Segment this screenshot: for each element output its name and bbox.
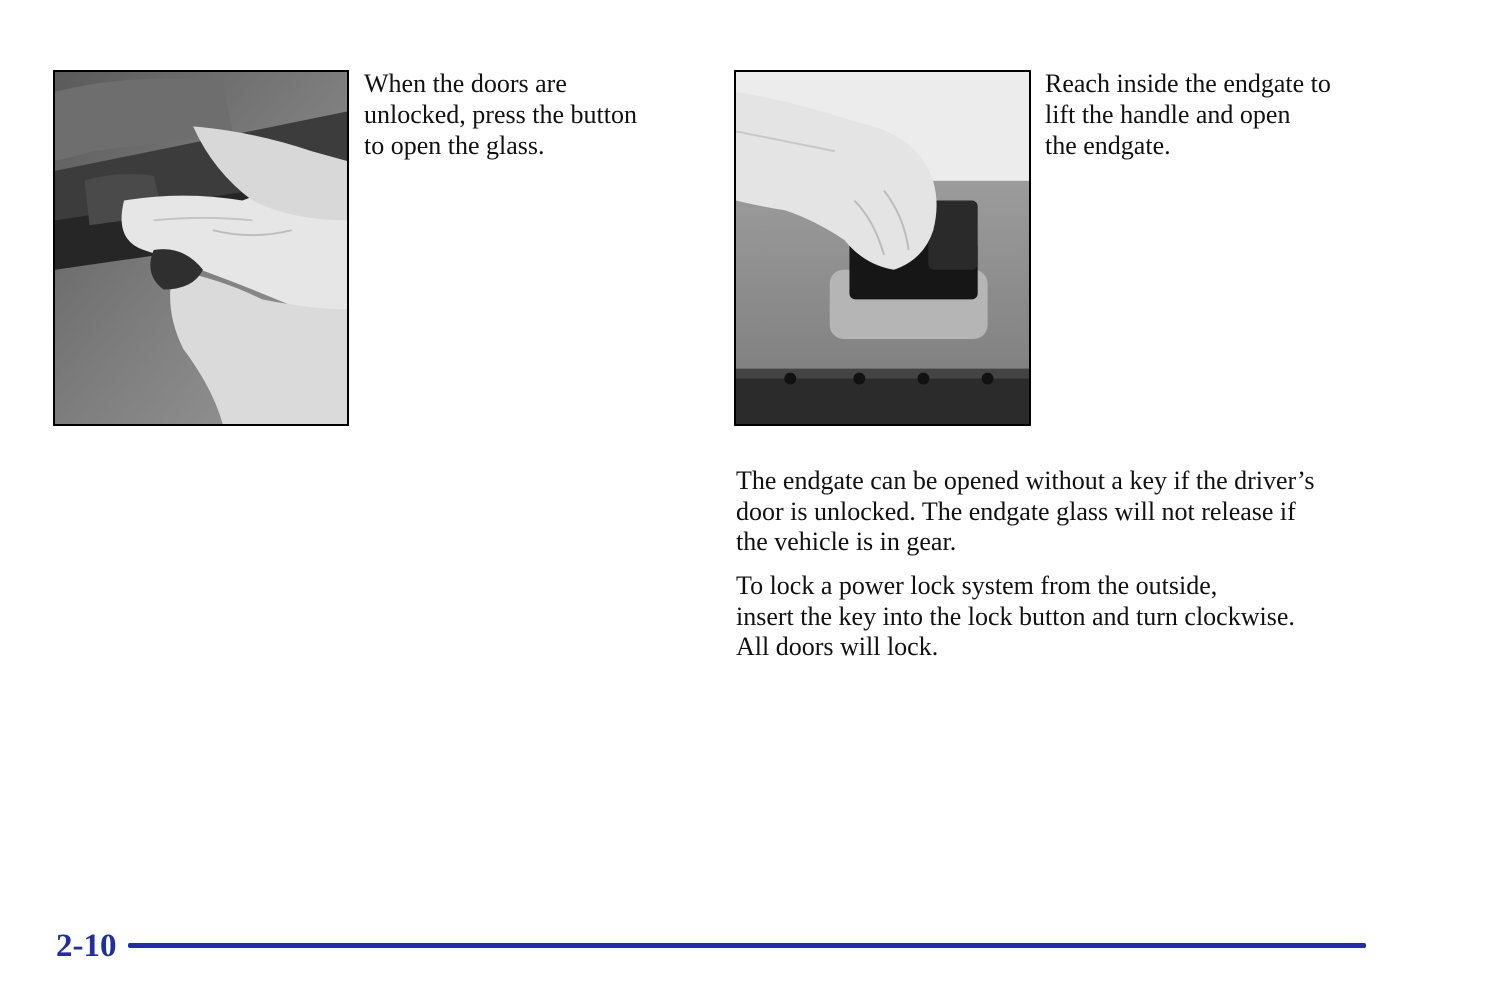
caption-line: unlocked, press the button [364, 100, 637, 129]
footer-divider [128, 943, 1366, 948]
paragraph-line: insert the key into the lock button and turn clockwise. [736, 601, 1295, 631]
paragraph-line: the vehicle is in gear. [736, 527, 957, 556]
paragraph-line: To lock a power lock system from the outside, [736, 571, 1218, 600]
endgate-handle-caption [1045, 68, 1331, 161]
caption-line: to open the glass. [364, 131, 545, 160]
paragraph-line: The endgate can be opened without a key if the driver’s [736, 466, 1315, 495]
caption-line: lift the handle and open [1045, 100, 1291, 129]
paragraph-line: door is unlocked. The endgate glass will not release if [736, 496, 1296, 526]
glass-release-caption [364, 68, 637, 161]
caption-line: Reach inside the endgate to [1045, 69, 1331, 98]
caption-line: the endgate. [1045, 131, 1171, 160]
endgate-keyless-paragraph [736, 466, 1315, 558]
hand-pressing-button-icon [55, 72, 347, 424]
glass-release-photo [53, 70, 349, 426]
caption-line: When the doors are [364, 69, 567, 98]
endgate-handle-photo [734, 70, 1031, 426]
paragraph-line: All doors will lock. [736, 632, 939, 661]
page-number: 2-10 [56, 928, 117, 964]
power-lock-paragraph [736, 571, 1295, 663]
hand-lifting-handle-icon [736, 72, 1029, 424]
